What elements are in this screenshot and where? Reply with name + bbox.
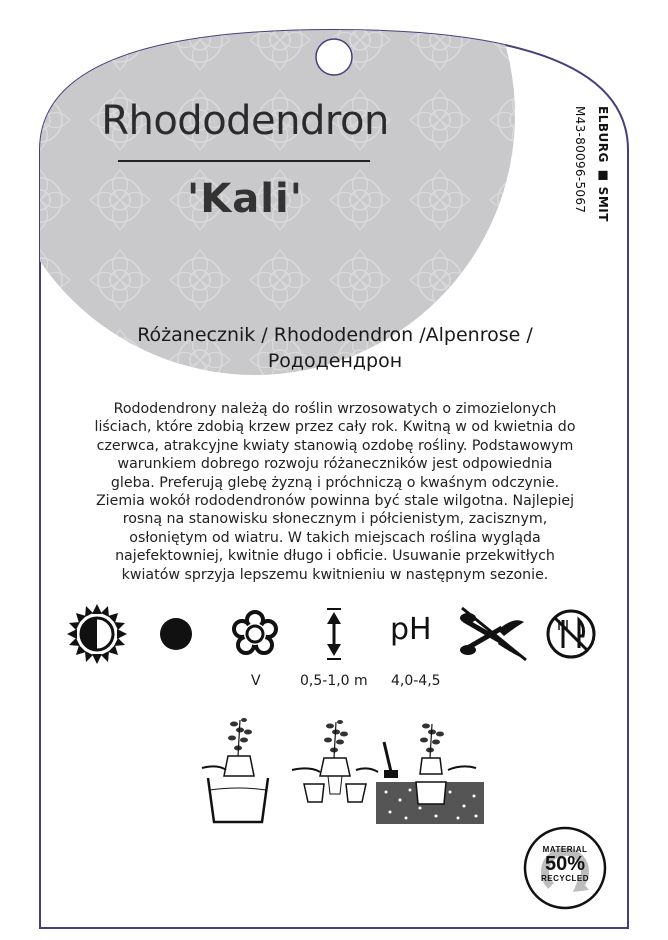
ph-legend: 4,0-4,5 [391,673,441,689]
description-line: liściach, które zdobią krzew przez cały rok. Kwitną w od kwietnia do [94,419,576,436]
description-line: rosną na stanowisku słonecznym i półcienistym, zacisznym, [122,511,548,528]
recycled-badge-bottom: RECYCLED [540,874,589,883]
description-line: czerwca, atrakcyjne kwiaty stanowią ozdobę rośliny. Podstawowym [96,437,574,454]
genus-title: Rhododendron [101,98,389,144]
description-line: osłoniętym od wiatru. W takich miejscach roślina wygląda [129,529,541,546]
filled-circle-icon [160,618,192,650]
description-text [62,400,608,584]
description-line: warunkiem dobrego rozwoju różaneczników jest odpowiednia [117,456,553,473]
ph-icon: pH [390,612,432,647]
description-line: Rododendrony należą do roślin wrzosowatych o zimozielonych [113,401,557,417]
not-edible-icon [548,611,594,657]
recycled-badge-percent: 50% [544,853,586,875]
title-divider [118,160,370,162]
recycled-badge-top: MATERIAL [542,845,588,854]
brand-name: ELBURG ■ SMIT [596,106,610,222]
common-names-line-1: Różanecznik / Rhododendron /Alpenrose / [137,324,533,346]
description-line: gleba. Preferują glebę żyzną i próchniczą o kwaśnym odczynie. [110,474,560,491]
common-names-line-2: Рододендрон [267,350,403,372]
half-sun-icon [67,604,127,664]
recycled-badge-text [525,845,605,883]
height-legend: 0,5-1,0 m [300,673,368,689]
description-line: Ziemia wokół rododendronów powinna być stale wilgotna. Najlepiej [95,493,575,510]
cultivar-title: 'Kali' [187,176,303,222]
common-names [80,322,590,374]
description-line: kwiatów sprzyja lepszemu kwitnieniu w następnym sezonie. [121,566,549,583]
description-line: najefektowniej, kwitnie długo i obficie. Usuwanie przekwitłych [115,548,555,565]
hanging-hole [316,39,352,75]
flowering-month-legend: V [251,673,261,689]
product-code: M43-80096-5067 [573,106,587,214]
